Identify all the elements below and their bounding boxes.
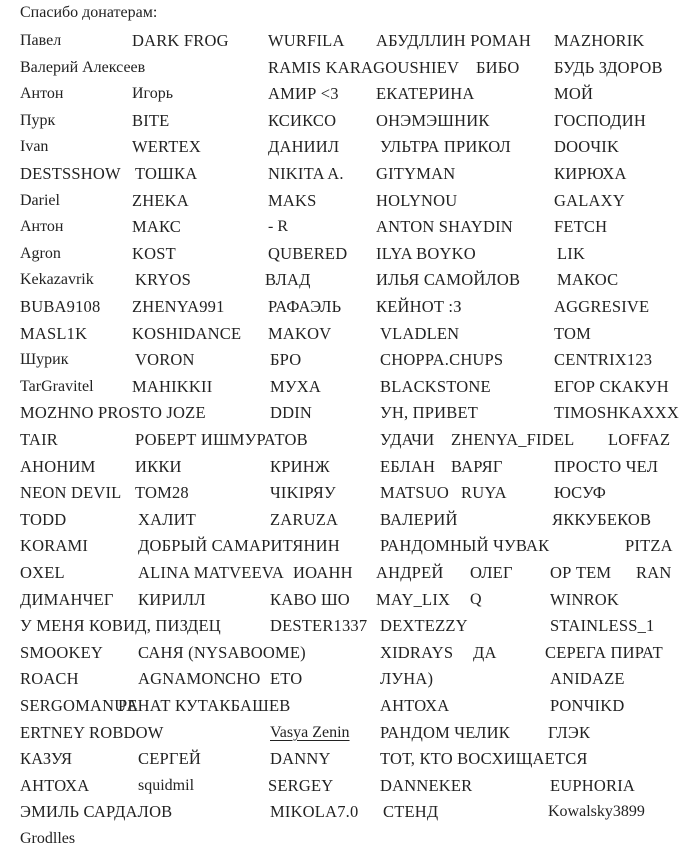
donor-name: ОНЭМЭШНИК [376,110,490,130]
donor-name: МАКС [132,217,181,237]
donor-name: SERGEY [268,775,334,795]
donor-name: УН, ПРИВЕТ [380,403,479,423]
donor-row [0,722,700,748]
donor-name: УДАЧИ [380,430,435,449]
donor-name: ВАЛЕРИЙ [380,509,458,529]
donor-name: GALAXY [554,190,625,210]
donor-name: МОЙ [554,84,594,104]
donor-name: RAN [636,563,672,582]
donor-name: BUBA9108 [20,297,101,316]
donor-name: ОЛЕГ [470,563,513,582]
donor-name: ДОБРЫЙ САМАРИТЯНИН [138,536,340,556]
donor-name: ЕГОР СКАКУН [554,376,669,396]
donor-name: КИРЮХА [554,164,627,183]
donor-name: РЕНАТ КУТАКБАШЕВ [118,696,291,715]
donor-name: TAIR [20,430,58,449]
donor-row [0,801,700,827]
donor-name: DANNY [270,749,331,769]
donor-row [0,482,700,508]
donor-row [0,269,700,295]
donor-name: МУХА [270,376,321,396]
donor-name: СТЕНД [383,802,439,822]
donor-name: Ivan [20,138,49,156]
donor-row [0,775,700,801]
donor-row [0,296,700,322]
donor-name: Q [470,590,482,608]
donor-link[interactable]: Vasya Zenin [270,723,350,741]
donor-name: BITE [132,110,170,130]
donor-name: KRYOS [135,270,192,290]
donor-name: АМИР <3 [268,84,339,104]
donor-name: ОР ТЕМ [550,563,612,582]
donor-name: ERTNEY ROBDOW [20,722,164,742]
donor-row [0,376,700,402]
donor-name: ANTON SHAYDIN [376,217,513,237]
donor-name: LOFFAZ [608,430,671,449]
donor-name: ДАНИИЛ [268,137,340,157]
donor-name: АНТОХА [380,696,450,715]
donor-name: WURFILA [268,31,345,50]
donor-name: MATSUO [380,483,450,503]
donor-name: БИБО [476,57,520,77]
donor-name: МАКОС [557,270,619,290]
donor-name: РОБЕРТ ИШМУРАТОВ [135,430,308,449]
donor-name: АНОНИМ [20,456,96,476]
donor-name: NIKITA A. [268,164,344,183]
donor-name: DEXTEZZY [380,616,468,636]
donor-name: ГЛЭК [548,722,591,742]
donor-name: PONЧIKD [550,696,625,715]
donor-name: СЕРГЕЙ [138,749,201,769]
donor-name: NEON DEVIL [20,483,122,503]
donor-row [0,349,700,375]
donor-name: TOM [554,323,591,343]
donor-name: ZARUZA [270,509,339,529]
donor-name: MAHIKKII [132,376,213,396]
donor-name: HOLYNOU [376,190,458,210]
donor-name: ГОСПОДИН [554,110,646,130]
donor-name: DDIN [270,403,313,423]
donor-name: CENTRIX123 [554,350,653,370]
donor-name: Игорь [132,85,174,103]
donor-name: EUPHORIA [550,775,636,795]
donor-row [0,642,700,668]
donor-row [0,243,700,269]
donor-row [0,136,700,162]
donor-name: Павел [20,32,62,49]
donor-row [0,562,700,588]
donor-name: КСИКСО [268,110,337,130]
donor-name: РАНДОМНЫЙ ЧУВАК [380,536,550,556]
donor-name: Антон [20,218,64,236]
donor-name: DOOЧIK [554,137,620,157]
donor-name: Grodlles [20,830,76,847]
donor-name: ANIDAZE [550,669,625,689]
donor-name: SERGOMANUA [20,696,139,715]
donor-name: БРО [270,350,302,370]
donor-name: Agron [20,244,61,262]
donor-row [0,323,700,349]
donor-name: Kekazavrik [20,271,94,289]
donor-name: BLACKSTONE [380,376,491,396]
donor-row [0,748,700,774]
donor-name: STAINLESS_1 [550,616,655,636]
donor-name: ДА [473,642,497,662]
donor-row [0,668,700,694]
donor-name: Антон [20,85,64,103]
donor-name: MIKOLA7.0 [270,802,359,822]
donor-name: GITYMAN [376,164,456,183]
donor-row [0,402,700,428]
donor-name: MASL1K [20,323,88,343]
donor-name: KOSHIDANCE [132,323,242,343]
donor-name: КИРИЛЛ [138,589,206,609]
donor-name: squidmil [138,776,195,794]
donor-name: СЕРЕГА ПИРАТ [545,642,663,662]
donor-name: ПРОСТО ЧЕЛ [554,456,659,476]
donor-name: БУДЬ ЗДОРОВ [554,57,663,77]
donor-name: РАФАЭЛЬ [268,297,342,316]
donor-name: ALINA MATVEEVA [138,563,284,582]
donor-name: KOST [132,243,176,263]
donor-row [0,615,700,641]
donor-name: ZHENYA991 [132,297,225,316]
donor-name: TIMOSHKAXXX [554,403,680,423]
donor-name: KORAMI [20,536,89,556]
donor-name: САНЯ (NYSABOOME) [138,642,306,662]
donor-name: MAY_LIX [376,589,451,609]
donor-name: УЛЬТРА ПРИКОЛ [380,137,511,157]
donor-name: LIK [557,243,586,263]
donor-name: DESTSSHOW [20,164,121,183]
donor-name: MAKOV [268,323,332,343]
donor-name: RUYA [461,483,507,503]
donor-name: TODD [20,509,67,529]
donor-name: КРИНЖ [270,456,330,476]
donor-row [0,110,700,136]
donor-name: АБУДЛЛИН РОМАН [376,31,532,50]
donor-name: ЮСУФ [554,483,607,503]
donor-name: CHOPPA.CHUPS [380,350,504,370]
donor-name: Kowalsky3899 [548,803,645,821]
donor-name: ТОТ, КТО ВОСХИЩАЕТСЯ [380,749,588,769]
donor-name: SMOOKEY [20,642,103,662]
donor-name: ТОШКА [135,164,198,183]
donor-name: TarGravitel [20,377,94,395]
donor-name: ЧIKIРЯУ [270,483,336,503]
donor-name: MOZHNO PROSTO JOZE [20,403,206,423]
donor-name: RAMIS KARAGOUSHIEV [268,57,460,77]
donor-row [0,30,700,56]
donor-name: MAKS [268,190,317,210]
donor-name: ILYA BOYKO [376,243,476,263]
donor-name: ЕКАТЕРИНА [376,84,475,104]
donor-name: ХАЛИТ [138,509,197,529]
donor-name: ВАРЯГ [451,456,503,476]
donor-row [0,429,700,455]
donor-row [0,216,700,242]
donor-name: - R [268,218,288,236]
donor-name: Шурик [20,351,69,369]
donor-row [0,57,700,83]
donor-name: АНТОХА [20,775,90,795]
donor-name: DESTER1337 [270,616,368,636]
donor-name: CHO [225,669,261,689]
donor-name: Dariel [20,191,60,209]
donor-name: WINROK [550,589,620,609]
donor-row [0,456,700,482]
donor-name: ЛУНА) [380,669,434,689]
donor-row [0,190,700,216]
donor-name: ВЛАД [265,270,311,290]
donor-name: ЭМИЛЬ САРДАЛОВ [20,802,173,822]
donor-row [0,163,700,189]
donor-row [0,83,700,109]
donor-name: MAZHORIK [554,31,645,50]
donor-name: ZHEKA [132,190,189,210]
donor-name: QUBERED [268,243,348,263]
donor-row [0,695,700,721]
donor-name: ИККИ [135,456,182,476]
donor-name: ИЛЬЯ САМОЙЛОВ [376,270,521,290]
donor-name: AGGRESIVE [554,297,650,316]
donor-name: AGNAMON [138,669,226,689]
donor-name: КАЗУЯ [20,749,73,769]
donor-name: VLADLEN [380,323,460,343]
donor-name: Валерий Алексеев [20,58,146,76]
donor-name: XIDRAYS [380,642,454,662]
donor-name: DANNEKER [380,775,473,795]
donor-row [0,509,700,535]
donor-name: У МЕНЯ КОВИД, ПИЗДЕЦ [20,616,221,636]
donor-row [0,535,700,561]
donor-row [0,828,700,854]
donor-name: ИОАНН [293,563,353,582]
donor-name: OXEL [20,563,65,582]
donor-name: ЕБЛАН [380,456,436,476]
page-title: Спасибо донатерам: [20,4,158,21]
donor-name: РАНДОМ ЧЕЛИК [380,722,510,742]
donor-name: КАВО ШО [270,589,350,609]
donor-name: ETO [270,669,303,689]
donor-name: TOM28 [135,483,189,503]
donor-name: ДИМАНЧЕГ [20,589,114,609]
donor-row [0,589,700,615]
donor-name: WERTEX [132,137,201,157]
donor-name: FETCH [554,217,608,237]
donor-name: ЯККУБЕКОВ [552,509,652,529]
donor-name: VORON [135,350,195,370]
donor-name: АНДРЕЙ [376,563,444,582]
donor-name: ZHENYA_FIDEL [451,430,575,449]
donor-name: Пурк [20,111,56,129]
donor-name: КЕЙНОТ :З [376,297,462,316]
donor-name: DARK FROG [132,31,229,50]
donor-name: ROACH [20,669,79,689]
donor-name: PITZA [625,536,673,556]
